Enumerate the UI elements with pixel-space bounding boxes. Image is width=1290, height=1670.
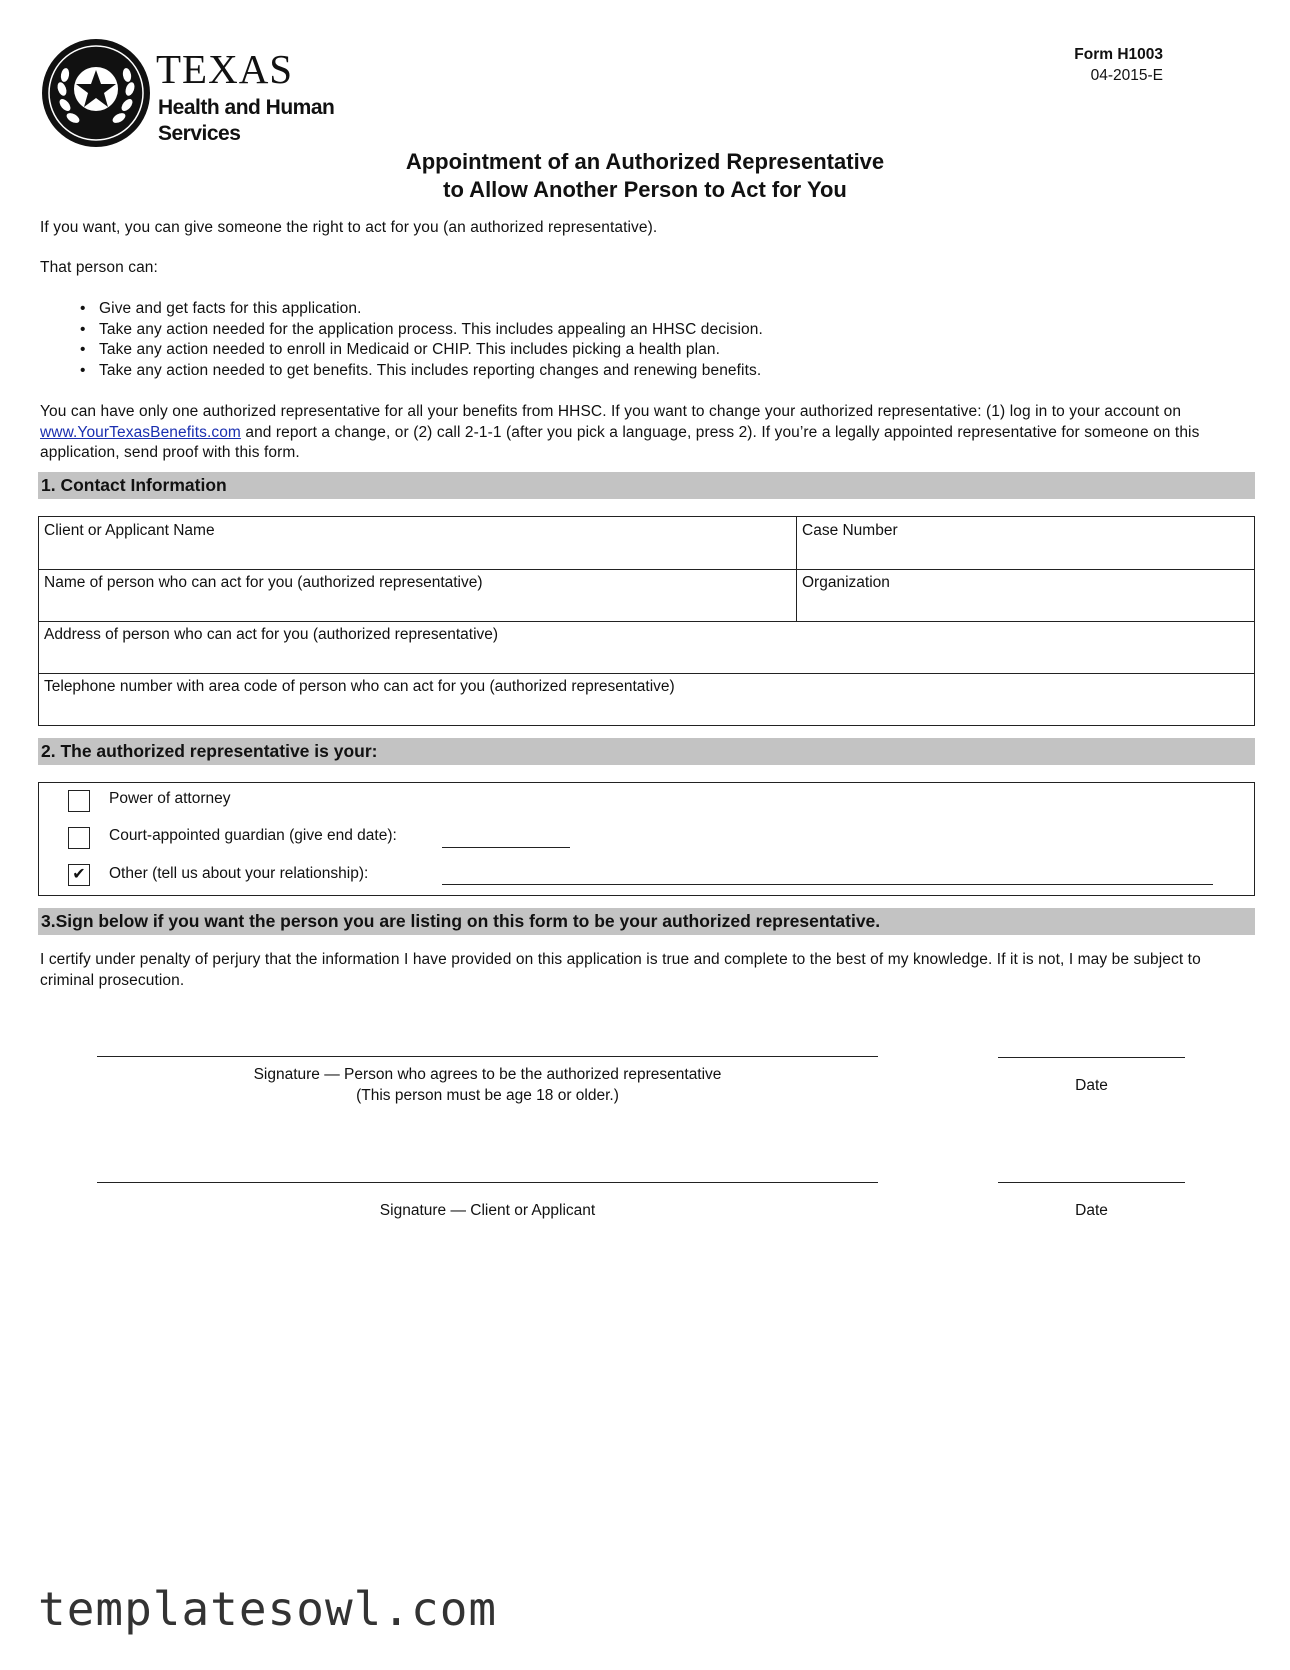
client-date-label: Date — [1075, 1202, 1108, 1219]
address-field[interactable] — [39, 621, 1254, 673]
rights-list — [40, 299, 1255, 381]
phone-field[interactable] — [39, 673, 1254, 725]
logo-agency-text — [158, 95, 334, 147]
form-date: 04-2015-E — [1090, 67, 1163, 84]
list-item: • Give and get facts for this application. — [40, 299, 1255, 320]
rep-name-field[interactable] — [39, 569, 796, 621]
table-row — [39, 517, 1254, 570]
form-number-block — [1074, 44, 1163, 86]
client-date-line[interactable] — [998, 1182, 1185, 1183]
table-row — [39, 673, 1254, 725]
organization-label: Organization — [802, 574, 890, 591]
yourtexasbenefits-link[interactable]: www.YourTexasBenefits.com — [40, 423, 241, 441]
other-label: Other (tell us about your relationship): — [109, 865, 369, 882]
p3-end: and report a change, or (2) call 2-1-1 (after you pick a language, press 2). If you’re a legally appointed representative for someone on this application, send proof with this form. — [40, 423, 1200, 461]
address-label: Address of person who can act for you (authorized representative) — [44, 626, 499, 643]
client-signature-caption: Signature — Client or Applicant — [379, 1202, 596, 1219]
rep-signature-line[interactable] — [97, 1056, 878, 1057]
other-checkbox[interactable]: ✔ — [68, 864, 90, 886]
client-name-field[interactable] — [39, 517, 796, 569]
intro-paragraph-1: If you want, you can give someone the right to act for you (an authorized representative). — [40, 219, 658, 236]
logo-line-1: Health and Human — [158, 96, 335, 119]
section-3-heading: 3.Sign below if you want the person you are listing on this form to be your authorized representative. — [38, 908, 1255, 935]
p3-start: You can have only one authorized representative for all your benefits from HHSC. If you want to change your authorized representative: (1) log in to your account on — [40, 403, 1182, 420]
hhs-logo — [40, 37, 340, 152]
rep-signature-caption-1: Signature — Person who agrees to be the authorized representative — [253, 1066, 722, 1083]
section-1-heading: 1. Contact Information — [38, 472, 1255, 499]
guardian-checkbox[interactable] — [68, 827, 90, 849]
rep-date-label: Date — [1075, 1077, 1108, 1094]
phone-label: Telephone number with area code of person who can act for you (authorized representative) — [44, 678, 675, 695]
organization-field[interactable] — [797, 569, 1254, 621]
page-title — [0, 148, 1290, 204]
power-of-attorney-checkbox[interactable] — [68, 790, 90, 812]
other-relationship-input[interactable] — [442, 884, 1213, 885]
intro-paragraph-3 — [40, 402, 1255, 464]
case-number-field[interactable] — [797, 517, 1254, 569]
rep-signature-caption-2: (This person must be age 18 or older.) — [356, 1086, 619, 1104]
rep-signature-caption — [97, 1065, 878, 1106]
client-name-label: Client or Applicant Name — [44, 522, 215, 539]
logo-line-2: Services — [158, 122, 241, 145]
title-line-2: to Allow Another Person to Act for You — [443, 177, 847, 202]
title-line-1: Appointment of an Authorized Representative — [405, 149, 885, 174]
table-row — [39, 569, 1254, 622]
texas-seal-icon — [40, 37, 152, 149]
list-item: • Take any action needed to get benefits. This includes reporting changes and renewing benefits. — [40, 361, 1255, 382]
power-of-attorney-label: Power of attorney — [109, 790, 231, 807]
contact-info-table — [38, 516, 1255, 726]
list-item: • Take any action needed for the application process. This includes appealing an HHSC decision. — [40, 320, 1255, 341]
certification-text: I certify under penalty of perjury that the information I have provided on this application is true and complete to the best of my knowledge. If it is not, I may be subject to criminal prosecution. — [40, 951, 1201, 989]
guardian-label: Court-appointed guardian (give end date): — [109, 827, 397, 844]
section-2-heading: 2. The authorized representative is your: — [38, 738, 1255, 765]
client-signature-line[interactable] — [97, 1182, 878, 1183]
case-number-label: Case Number — [802, 522, 898, 539]
guardian-end-date-input[interactable] — [442, 847, 570, 848]
rep-name-label: Name of person who can act for you (authorized representative) — [44, 574, 483, 591]
logo-texas-text: TEXAS — [156, 46, 294, 92]
table-row — [39, 621, 1254, 674]
intro-paragraph-2: That person can: — [40, 259, 158, 276]
relationship-box — [38, 782, 1255, 896]
rep-date-line[interactable] — [998, 1057, 1185, 1058]
watermark-text: templatesowl.com — [38, 1582, 498, 1636]
form-number: Form H1003 — [1074, 46, 1163, 63]
list-item: • Take any action needed to enroll in Medicaid or CHIP. This includes picking a health plan. — [40, 340, 1255, 361]
